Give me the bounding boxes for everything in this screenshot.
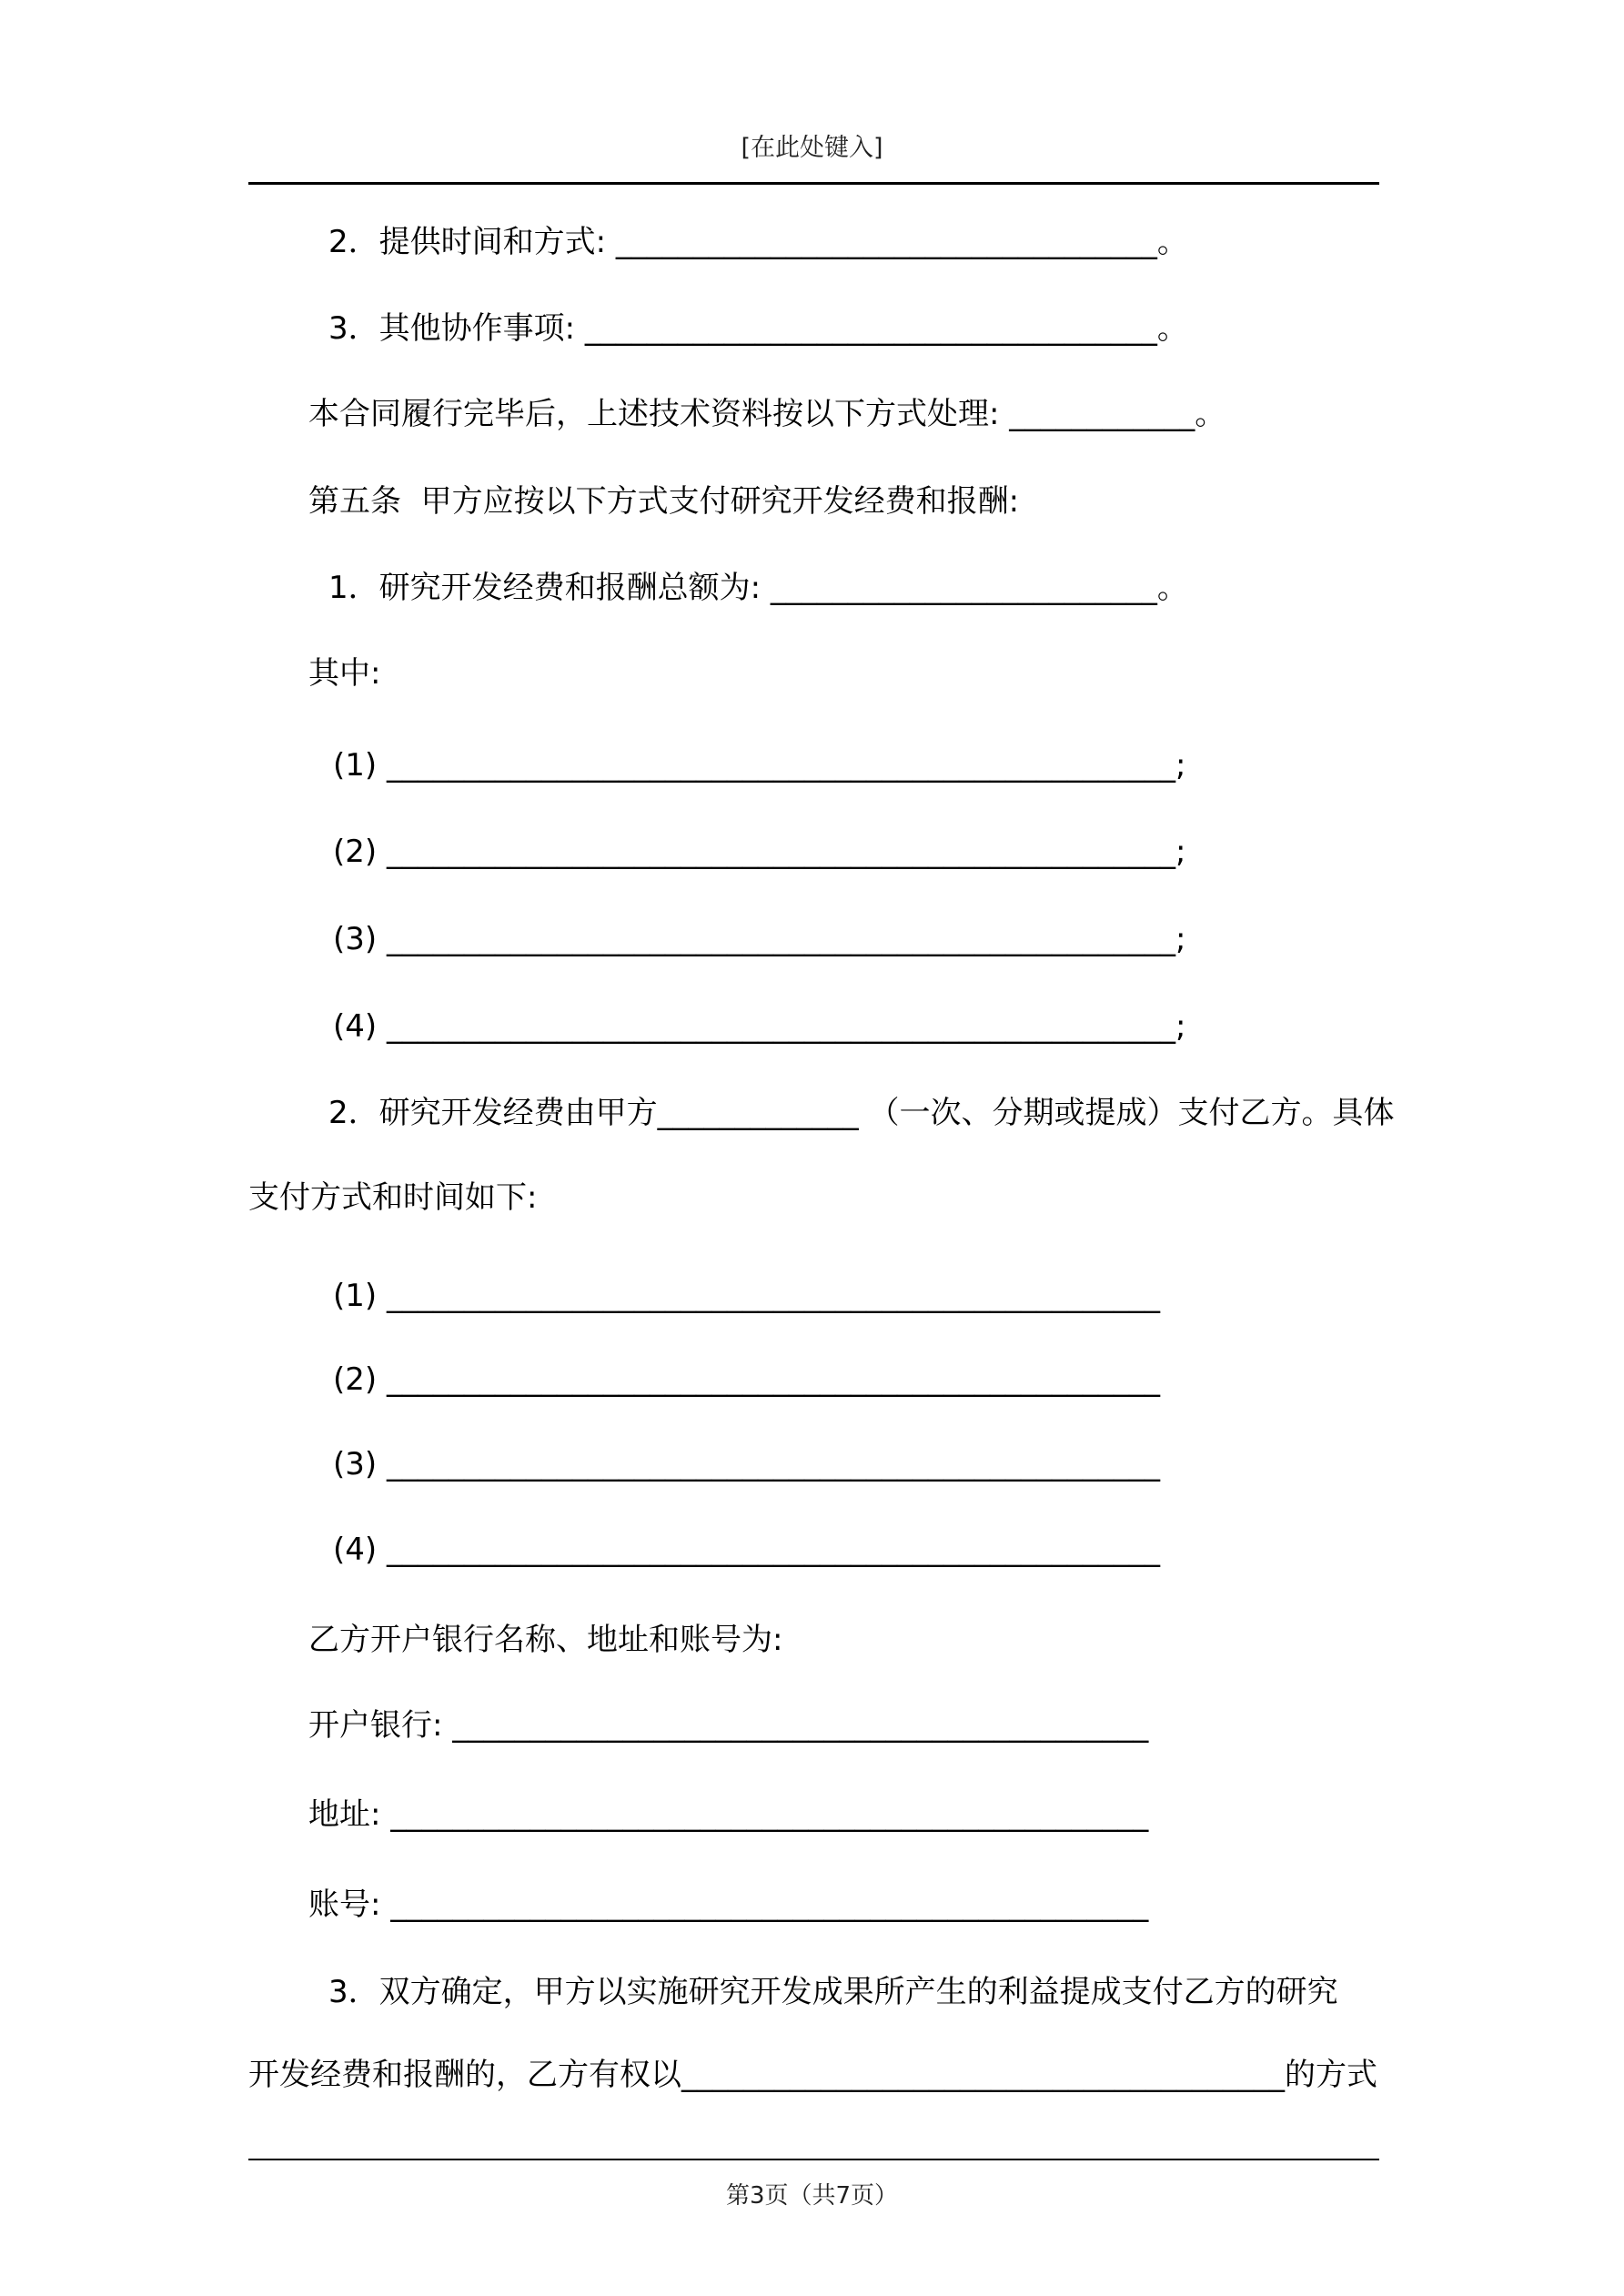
fill-in-blank: ___________________________________________________	[386, 747, 1175, 784]
doc-line-bank-info-title	[308, 1622, 782, 1659]
doc-line-provide-time	[328, 224, 1188, 261]
doc-line-profit-sharing	[328, 1974, 1338, 2011]
fill-in-blank: _______________________________________	[681, 2057, 1285, 2093]
doc-line-item-2	[333, 834, 1185, 871]
line-text: (3)	[333, 921, 387, 957]
line-text: (4)	[333, 1532, 387, 1568]
doc-line-profit-sharing-cont	[248, 2057, 1377, 2094]
line-text: (3)	[333, 1446, 387, 1482]
doc-line-item-3	[333, 921, 1185, 958]
line-text: 。	[1195, 396, 1226, 432]
line-text: 。	[1156, 224, 1188, 260]
doc-line-pay-item-4	[333, 1532, 1160, 1569]
line-text: 1．研究开发经费和报酬总额为:	[328, 570, 771, 606]
fill-in-blank: _____________	[657, 1095, 859, 1131]
doc-line-pay-item-2	[333, 1361, 1160, 1399]
fill-in-blank: _________________________	[770, 570, 1157, 606]
fill-in-blank: ___________________________________________________	[386, 921, 1175, 957]
line-text: 2．提供时间和方式:	[328, 224, 616, 260]
doc-line-item-1	[333, 747, 1185, 784]
line-text: 本合同履行完毕后，上述技术资料按以下方式处理:	[308, 396, 1010, 432]
line-text: ;	[1175, 1008, 1186, 1045]
fill-in-blank: ___________________________________________________	[386, 1008, 1175, 1045]
line-text: 开发经费和报酬的，乙方有权以	[248, 2057, 681, 2093]
doc-line-payment-method	[328, 1095, 1394, 1132]
doc-line-bank-account	[308, 1886, 1148, 1924]
line-text: 。	[1156, 310, 1188, 347]
line-text: 3．其他协作事项:	[328, 310, 585, 347]
header-divider	[248, 182, 1379, 185]
doc-line-item-4	[333, 1008, 1185, 1046]
doc-line-other-cooperation	[328, 310, 1188, 348]
fill-in-blank: __________________________________________________	[386, 1532, 1160, 1568]
line-text: (4)	[333, 1008, 387, 1045]
line-text: 第五条 甲方应按以下方式支付研究开发经费和报酬:	[308, 483, 1020, 520]
line-text: 乙方开户银行名称、地址和账号为:	[308, 1622, 783, 1658]
line-text: （一次、分期或提成）支付乙方。具体	[858, 1095, 1395, 1131]
fill-in-blank: ____________	[1009, 396, 1195, 432]
fill-in-blank: __________________________________________________	[386, 1278, 1160, 1314]
doc-line-materials-handling	[308, 396, 1226, 433]
doc-line-total-amount	[328, 570, 1188, 607]
fill-in-blank: __________________________________________________	[386, 1446, 1160, 1482]
line-text: (1)	[333, 1278, 387, 1314]
doc-line-article-five	[308, 483, 1019, 521]
line-text: 3．双方确定，甲方以实施研究开发成果所产生的利益提成支付乙方的研究	[328, 1974, 1338, 2010]
footer-divider	[248, 2159, 1379, 2160]
page-number: 第3页（共7页）	[725, 2182, 899, 2210]
line-text: 开户银行:	[308, 1707, 453, 1744]
fill-in-blank: __________________________________________________	[386, 1361, 1160, 1398]
fill-in-blank: ___________________________________	[615, 224, 1157, 260]
fill-in-blank: ___________________________________________________	[386, 834, 1175, 870]
doc-line-among-which	[308, 655, 380, 693]
line-text: ;	[1175, 747, 1186, 784]
doc-line-pay-item-1	[333, 1278, 1160, 1315]
line-text: 支付方式和时间如下:	[248, 1179, 538, 1216]
fill-in-blank: _____________________________________________	[452, 1707, 1149, 1744]
line-text: 其中:	[308, 655, 381, 692]
line-text: 。	[1156, 570, 1188, 606]
fill-in-blank: _____________________________________	[584, 310, 1157, 347]
doc-line-bank-address	[308, 1796, 1148, 1834]
fill-in-blank: _________________________________________________	[390, 1886, 1149, 1923]
doc-line-bank-name	[308, 1707, 1148, 1745]
fill-in-blank: _________________________________________________	[390, 1796, 1149, 1833]
line-text: 地址:	[308, 1796, 391, 1833]
doc-line-payment-method-cont	[248, 1179, 537, 1217]
line-text: (1)	[333, 747, 387, 784]
doc-line-pay-item-3	[333, 1446, 1160, 1483]
line-text: (2)	[333, 834, 387, 870]
line-text: 的方式	[1285, 2057, 1377, 2093]
line-text: 账号:	[308, 1886, 391, 1923]
page-header-placeholder[interactable]: [在此处键入]	[741, 134, 883, 162]
line-text: 2．研究开发经费由甲方	[328, 1095, 658, 1131]
line-text: ;	[1175, 921, 1186, 957]
line-text: (2)	[333, 1361, 387, 1398]
line-text: ;	[1175, 834, 1186, 870]
